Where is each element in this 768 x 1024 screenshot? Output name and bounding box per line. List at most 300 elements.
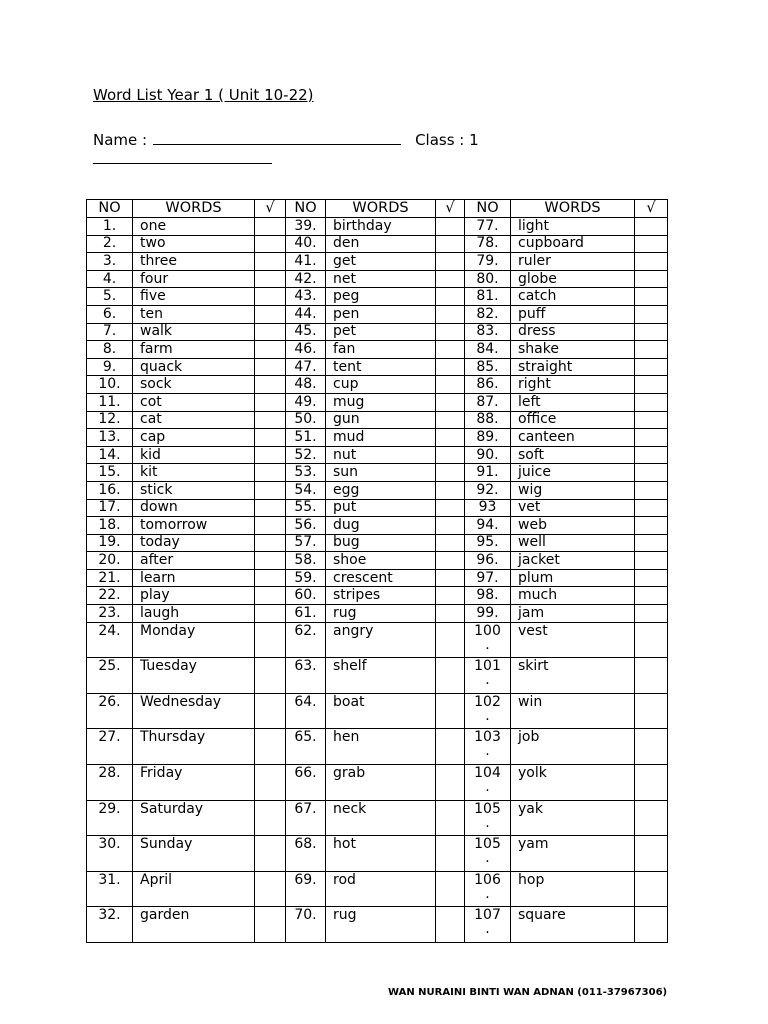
word-text: net xyxy=(326,270,436,288)
check-box[interactable] xyxy=(436,693,465,729)
word-number-text: 66. xyxy=(294,765,317,782)
check-box[interactable] xyxy=(635,393,668,411)
word-text: tent xyxy=(326,358,436,376)
word-text: jacket xyxy=(511,552,635,570)
check-box[interactable] xyxy=(255,429,286,447)
check-box[interactable] xyxy=(255,871,286,907)
check-box[interactable] xyxy=(635,341,668,359)
check-box[interactable] xyxy=(635,517,668,535)
word-number xyxy=(87,218,133,236)
footer-author: WAN NURAINI BINTI WAN ADNAN (011-37967306) xyxy=(388,987,668,998)
word-text: play xyxy=(133,587,255,605)
word-text: hot xyxy=(326,836,436,872)
word-text: Thursday xyxy=(133,729,255,765)
word-number xyxy=(87,622,133,658)
table-row xyxy=(87,907,668,943)
check-box[interactable] xyxy=(635,871,668,907)
word-text: right xyxy=(511,376,635,394)
word-number-text: 11. xyxy=(98,393,121,410)
word-text: kit xyxy=(133,464,255,482)
table-row xyxy=(87,729,668,765)
word-text: hop xyxy=(511,871,635,907)
word-number xyxy=(87,323,133,341)
word-text: peg xyxy=(326,288,436,306)
check-box[interactable] xyxy=(635,411,668,429)
check-box[interactable] xyxy=(255,481,286,499)
word-number-dot: . xyxy=(485,672,490,689)
word-text: left xyxy=(511,393,635,411)
word-number-text: 97. xyxy=(476,569,499,586)
check-box[interactable] xyxy=(436,270,465,288)
word-number-text: 98. xyxy=(476,587,499,604)
check-box[interactable] xyxy=(436,871,465,907)
check-box[interactable] xyxy=(255,323,286,341)
check-box[interactable] xyxy=(255,499,286,517)
word-number xyxy=(286,693,326,729)
word-number-dot: . xyxy=(485,707,490,724)
word-number xyxy=(286,305,326,323)
word-number-text: 69. xyxy=(294,871,317,888)
table-row xyxy=(87,800,668,836)
check-box[interactable] xyxy=(635,836,668,872)
word-number-text: 77. xyxy=(476,217,499,234)
check-box[interactable] xyxy=(436,253,465,271)
word-text: birthday xyxy=(326,218,436,236)
header-no-2: NO xyxy=(286,200,326,218)
table-row xyxy=(87,605,668,623)
check-box[interactable] xyxy=(436,393,465,411)
check-box[interactable] xyxy=(255,836,286,872)
check-box[interactable] xyxy=(255,693,286,729)
check-box[interactable] xyxy=(255,393,286,411)
word-text: neck xyxy=(326,800,436,836)
header-check-2: √ xyxy=(436,200,465,218)
header-words-2: WORDS xyxy=(326,200,436,218)
check-box[interactable] xyxy=(436,218,465,236)
word-number-text: 4. xyxy=(102,270,117,287)
word-number-text: 94. xyxy=(476,516,499,533)
check-box[interactable] xyxy=(436,499,465,517)
word-number-text: 21. xyxy=(98,569,121,586)
check-box[interactable] xyxy=(255,907,286,943)
check-box[interactable] xyxy=(255,765,286,801)
word-number xyxy=(465,446,511,464)
word-number xyxy=(465,393,511,411)
check-box[interactable] xyxy=(255,446,286,464)
word-number-text: 95. xyxy=(476,534,499,551)
word-text: web xyxy=(511,517,635,535)
check-box[interactable] xyxy=(436,358,465,376)
word-number xyxy=(87,235,133,253)
table-row xyxy=(87,622,668,658)
check-box[interactable] xyxy=(436,288,465,306)
name-row xyxy=(93,130,479,149)
word-text: plum xyxy=(511,569,635,587)
word-number xyxy=(465,552,511,570)
table-row xyxy=(87,481,668,499)
check-box[interactable] xyxy=(635,800,668,836)
check-box[interactable] xyxy=(635,658,668,694)
check-box[interactable] xyxy=(255,218,286,236)
check-box[interactable] xyxy=(635,693,668,729)
word-text: stick xyxy=(133,481,255,499)
name-blank-line xyxy=(153,130,401,145)
check-box[interactable] xyxy=(255,729,286,765)
word-list-table xyxy=(86,199,668,943)
word-number xyxy=(87,393,133,411)
check-box[interactable] xyxy=(255,270,286,288)
word-text: egg xyxy=(326,481,436,499)
word-text: two xyxy=(133,235,255,253)
word-number xyxy=(465,358,511,376)
check-box[interactable] xyxy=(436,446,465,464)
word-text: jam xyxy=(511,605,635,623)
check-box[interactable] xyxy=(635,587,668,605)
table-row xyxy=(87,393,668,411)
word-number xyxy=(87,765,133,801)
check-box[interactable] xyxy=(255,552,286,570)
word-number xyxy=(465,534,511,552)
word-number-text: 58. xyxy=(294,552,317,569)
check-box[interactable] xyxy=(255,288,286,306)
word-number xyxy=(87,836,133,872)
table-row xyxy=(87,765,668,801)
check-box[interactable] xyxy=(255,800,286,836)
check-box[interactable] xyxy=(635,907,668,943)
check-box[interactable] xyxy=(635,464,668,482)
word-number xyxy=(465,376,511,394)
word-number-dot: . xyxy=(485,814,490,831)
word-text: Tuesday xyxy=(133,658,255,694)
check-box[interactable] xyxy=(436,800,465,836)
check-box[interactable] xyxy=(635,729,668,765)
word-text: cot xyxy=(133,393,255,411)
word-number xyxy=(465,464,511,482)
word-number-text: 106 xyxy=(474,871,501,888)
word-number-text: 105 xyxy=(474,800,501,817)
word-number-text: 91. xyxy=(476,464,499,481)
word-text: square xyxy=(511,907,635,943)
word-text: job xyxy=(511,729,635,765)
word-number xyxy=(465,341,511,359)
word-number xyxy=(87,499,133,517)
word-number xyxy=(465,800,511,836)
word-text: grab xyxy=(326,765,436,801)
table-row xyxy=(87,534,668,552)
word-number xyxy=(87,605,133,623)
word-text: Monday xyxy=(133,622,255,658)
word-number-text: 57. xyxy=(294,534,317,551)
word-text: cap xyxy=(133,429,255,447)
word-number-text: 42. xyxy=(294,270,317,287)
check-box[interactable] xyxy=(436,622,465,658)
word-number xyxy=(465,253,511,271)
word-number xyxy=(87,658,133,694)
word-text: angry xyxy=(326,622,436,658)
word-number xyxy=(87,517,133,535)
check-box[interactable] xyxy=(436,464,465,482)
word-number xyxy=(87,907,133,943)
word-number-text: 53. xyxy=(294,464,317,481)
word-number xyxy=(465,836,511,872)
check-box[interactable] xyxy=(255,235,286,253)
check-box[interactable] xyxy=(255,464,286,482)
check-box[interactable] xyxy=(436,605,465,623)
word-number-text: 65. xyxy=(294,729,317,746)
word-number-text: 26. xyxy=(98,693,121,710)
word-number xyxy=(286,765,326,801)
check-box[interactable] xyxy=(255,587,286,605)
word-number-text: 107 xyxy=(474,907,501,924)
header-words-3: WORDS xyxy=(511,200,635,218)
word-text: yam xyxy=(511,836,635,872)
word-number-text: 52. xyxy=(294,446,317,463)
word-text: sock xyxy=(133,376,255,394)
word-number xyxy=(87,481,133,499)
word-number xyxy=(87,729,133,765)
table-row xyxy=(87,341,668,359)
word-number xyxy=(286,235,326,253)
word-number-text: 41. xyxy=(294,252,317,269)
check-box[interactable] xyxy=(635,499,668,517)
word-number-text: 15. xyxy=(98,464,121,481)
word-text: shelf xyxy=(326,658,436,694)
check-box[interactable] xyxy=(436,411,465,429)
word-number-text: 3. xyxy=(102,252,117,269)
table-row xyxy=(87,218,668,236)
word-text: quack xyxy=(133,358,255,376)
word-number-text: 60. xyxy=(294,587,317,604)
word-number xyxy=(465,587,511,605)
check-box[interactable] xyxy=(436,341,465,359)
word-number xyxy=(87,534,133,552)
check-box[interactable] xyxy=(635,253,668,271)
word-number-dot: . xyxy=(485,636,490,653)
word-number-text: 101 xyxy=(474,658,501,675)
check-box[interactable] xyxy=(255,341,286,359)
word-number-text: 27. xyxy=(98,729,121,746)
word-number-text: 5. xyxy=(102,288,117,305)
check-box[interactable] xyxy=(436,429,465,447)
check-box[interactable] xyxy=(436,376,465,394)
word-number-text: 40. xyxy=(294,235,317,252)
table-row xyxy=(87,871,668,907)
check-box[interactable] xyxy=(436,323,465,341)
word-number xyxy=(286,499,326,517)
word-number-text: 7. xyxy=(102,323,117,340)
check-box[interactable] xyxy=(436,517,465,535)
word-number xyxy=(465,871,511,907)
check-box[interactable] xyxy=(635,765,668,801)
word-text: hen xyxy=(326,729,436,765)
check-box[interactable] xyxy=(255,376,286,394)
word-number-text: 48. xyxy=(294,376,317,393)
word-number-text: 88. xyxy=(476,411,499,428)
word-number xyxy=(286,323,326,341)
word-number-text: 67. xyxy=(294,800,317,817)
check-box[interactable] xyxy=(635,323,668,341)
check-box[interactable] xyxy=(635,552,668,570)
word-text: well xyxy=(511,534,635,552)
word-number-text: 105 xyxy=(474,836,501,853)
check-box[interactable] xyxy=(255,605,286,623)
word-number xyxy=(286,658,326,694)
table-row xyxy=(87,411,668,429)
check-box[interactable] xyxy=(635,288,668,306)
table-row xyxy=(87,358,668,376)
word-number-text: 39. xyxy=(294,217,317,234)
check-box[interactable] xyxy=(635,481,668,499)
table-row xyxy=(87,499,668,517)
word-number-text: 17. xyxy=(98,499,121,516)
word-number-text: 85. xyxy=(476,358,499,375)
word-number xyxy=(286,836,326,872)
word-number xyxy=(465,765,511,801)
word-number xyxy=(286,517,326,535)
check-box[interactable] xyxy=(255,305,286,323)
check-box[interactable] xyxy=(436,481,465,499)
word-number-text: 87. xyxy=(476,393,499,410)
word-text: office xyxy=(511,411,635,429)
word-text: Saturday xyxy=(133,800,255,836)
table-row xyxy=(87,464,668,482)
check-box[interactable] xyxy=(255,517,286,535)
word-text: light xyxy=(511,218,635,236)
word-text: sun xyxy=(326,464,436,482)
check-box[interactable] xyxy=(635,270,668,288)
word-number-text: 100 xyxy=(474,622,501,639)
check-box[interactable] xyxy=(436,235,465,253)
word-number-text: 16. xyxy=(98,481,121,498)
word-number-text: 59. xyxy=(294,569,317,586)
check-box[interactable] xyxy=(635,605,668,623)
check-box[interactable] xyxy=(436,587,465,605)
check-box[interactable] xyxy=(436,552,465,570)
word-text: after xyxy=(133,552,255,570)
check-box[interactable] xyxy=(255,534,286,552)
word-number-text: 51. xyxy=(294,428,317,445)
word-text: five xyxy=(133,288,255,306)
word-number-text: 83. xyxy=(476,323,499,340)
word-number-text: 28. xyxy=(98,765,121,782)
word-number-text: 10. xyxy=(98,376,121,393)
word-text: shake xyxy=(511,341,635,359)
word-number xyxy=(465,411,511,429)
header-no-1: NO xyxy=(87,200,133,218)
word-number xyxy=(87,288,133,306)
word-text: den xyxy=(326,235,436,253)
check-box[interactable] xyxy=(255,411,286,429)
word-number xyxy=(87,871,133,907)
word-number xyxy=(286,376,326,394)
word-text: stripes xyxy=(326,587,436,605)
check-box[interactable] xyxy=(255,622,286,658)
name-label: Name : xyxy=(93,131,148,149)
check-box[interactable] xyxy=(635,622,668,658)
table-row xyxy=(87,305,668,323)
check-box[interactable] xyxy=(255,569,286,587)
check-box[interactable] xyxy=(436,765,465,801)
word-number xyxy=(465,729,511,765)
word-number xyxy=(286,464,326,482)
word-text: April xyxy=(133,871,255,907)
word-text: rug xyxy=(326,907,436,943)
word-number-text: 20. xyxy=(98,552,121,569)
check-box[interactable] xyxy=(635,235,668,253)
check-box[interactable] xyxy=(436,534,465,552)
check-box[interactable] xyxy=(255,658,286,694)
word-number xyxy=(465,270,511,288)
word-text: boat xyxy=(326,693,436,729)
check-box[interactable] xyxy=(436,836,465,872)
word-text: four xyxy=(133,270,255,288)
word-text: catch xyxy=(511,288,635,306)
word-text: fan xyxy=(326,341,436,359)
word-text: mud xyxy=(326,429,436,447)
check-box[interactable] xyxy=(436,305,465,323)
check-box[interactable] xyxy=(255,358,286,376)
check-box[interactable] xyxy=(635,569,668,587)
word-text: gun xyxy=(326,411,436,429)
word-number-text: 64. xyxy=(294,693,317,710)
check-box[interactable] xyxy=(436,729,465,765)
word-number xyxy=(87,800,133,836)
word-number xyxy=(286,622,326,658)
word-number-text: 68. xyxy=(294,836,317,853)
word-number xyxy=(286,358,326,376)
word-number-text: 46. xyxy=(294,340,317,357)
word-number-text: 19. xyxy=(98,534,121,551)
word-text: shoe xyxy=(326,552,436,570)
header-check-1: √ xyxy=(255,200,286,218)
word-number-text: 1. xyxy=(102,217,117,234)
word-number xyxy=(286,552,326,570)
word-number-text: 62. xyxy=(294,622,317,639)
word-number xyxy=(286,253,326,271)
check-box[interactable] xyxy=(635,534,668,552)
word-number xyxy=(286,288,326,306)
check-box[interactable] xyxy=(635,376,668,394)
word-text: Friday xyxy=(133,765,255,801)
check-box[interactable] xyxy=(635,446,668,464)
check-box[interactable] xyxy=(635,218,668,236)
word-text: wig xyxy=(511,481,635,499)
word-number xyxy=(87,376,133,394)
table-row xyxy=(87,253,668,271)
check-box[interactable] xyxy=(436,569,465,587)
check-box[interactable] xyxy=(635,305,668,323)
word-number xyxy=(286,341,326,359)
word-text: garden xyxy=(133,907,255,943)
word-number xyxy=(87,464,133,482)
word-text: put xyxy=(326,499,436,517)
table-row xyxy=(87,288,668,306)
header-check-3: √ xyxy=(635,200,668,218)
table-row xyxy=(87,587,668,605)
word-number-text: 13. xyxy=(98,428,121,445)
check-box[interactable] xyxy=(255,253,286,271)
check-box[interactable] xyxy=(436,658,465,694)
word-number-text: 8. xyxy=(102,340,117,357)
check-box[interactable] xyxy=(635,429,668,447)
word-number xyxy=(87,253,133,271)
word-text: dug xyxy=(326,517,436,535)
check-box[interactable] xyxy=(635,358,668,376)
word-number xyxy=(286,429,326,447)
check-box[interactable] xyxy=(436,907,465,943)
word-number-text: 92. xyxy=(476,481,499,498)
word-text: tomorrow xyxy=(133,517,255,535)
